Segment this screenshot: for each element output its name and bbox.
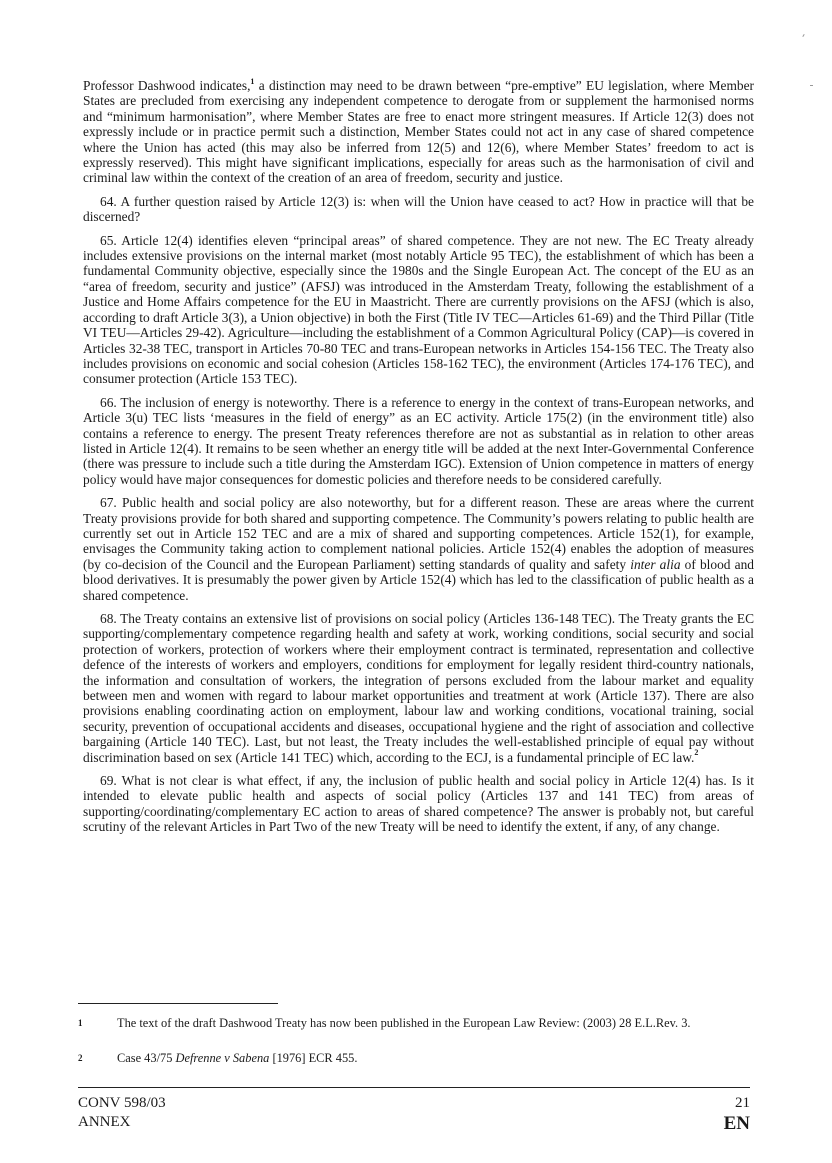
paragraph-66: 66. The inclusion of energy is noteworthy. There is a reference to energy in the context of trans-European networks, and Article 3(u) TEC lists ‘measures in the field of energy” as an EC activity. Article 175(2) (in the environment title) also contains a reference to energy. The present Treaty references therefore are not as substantial as in relation to other areas listed in Article 12(4). It remains to be seen whether an energy title will be added at the next Inter-Governmental Conference (there was pressure to include such a title during the Amsterdam IGC). Extension of Union competence in matters of energy policy would have major consequences for domestic policies and therefore needs to be considered carefully.	[83, 394, 754, 487]
paragraph-69: 69. What is not clear is what effect, if any, the inclusion of public health and social policy in Article 12(4) has. Is it intended to elevate public health and aspects of social policy (Articles 137 and 141 TEC) from areas of supporting/coordinating/complementary EC action to areas of shared competence? The answer is probably not, but careful scrutiny of the relevant Articles in Part Two of the new Treaty will be need to identify the extent, if any, of any change.	[83, 773, 754, 835]
footnote-mark: 1	[78, 1018, 83, 1028]
scan-speck	[802, 34, 804, 37]
scan-speck	[810, 85, 813, 86]
footer-left	[78, 1094, 166, 1132]
footnote-text-part: [1976] ECR 455.	[269, 1051, 358, 1065]
paragraph-67	[83, 495, 754, 603]
footer-right	[724, 1094, 750, 1135]
footnote-separator	[78, 1003, 278, 1004]
italic-term: inter alia	[630, 556, 681, 572]
footnote-mark: 2	[78, 1053, 83, 1063]
footnote-2	[78, 1051, 758, 1067]
case-name: Defrenne v Sabena	[175, 1051, 270, 1065]
paragraph-text: 67. Public health and social policy are also noteworthy, but for a different reason. These are areas where the current Treaty provisions provide for both shared and supporting competence. The Community’s powers relating to public health are currently set out in Article 152 TEC and are a mix of shared and supporting competences. Article 152(1), for example, envisages the Community taking action to complement national policies. Article 152(4) enables the adoption of measures (by co-decision of the Council and the European Parliament) setting standards of quality and safety	[83, 495, 754, 572]
paragraph-text: a distinction may need to be drawn between “pre-emptive” EU legislation, where Member States are precluded from exercising any independent competence to derogate from or supplement the harmonised norms and “minimum harmonisation”, where Member States are free to enact more stringent measures. If Article 12(3) does not expressly include or in practice permit such a distinction, Member States could not act in any case of shared competence where the Union has acted (this may also be inferred from 12(5) and 12(6), where Member States’ freedom to act is expressly reserved). This might have significant implications, especially for areas such as the harmonisation of civil and criminal law within the context of the creation of an area of freedom, security and justice.	[83, 78, 754, 186]
language-code: EN	[723, 1113, 750, 1134]
footnote-1	[78, 1016, 758, 1048]
paragraph-65: 65. Article 12(4) identifies eleven “principal areas” of shared competence. They are not new. The EC Treaty already includes extensive provisions on the internal market (most notably Article 95 TEC), the establishment of which has been a fundamental Community objective, especially since the 1980s and the Single European Act. The concept of the EU as an “area of freedom, security and justice” (AFSJ) was introduced in the Amsterdam Treaty, following the establishment of a Justice and Home Affairs competence for the EU in Maastricht. There are currently provisions on the AFSJ (which is also, according to draft Article 3(3), a Union objective) in both the First (Title IV TEC—Articles 61-69) and the Third Pillar (Title VI TEU—Articles 29-42). Agriculture—including the establishment of a Common Agricultural Policy (CAP)—is covered in Articles 32-38 TEC, transport in Articles 70-80 TEC and trans-European networks in Articles 154-156 TEC. The Treaty also includes provisions on economic and social cohesion (Articles 158-162 TEC), the environment (Articles 174-176 TEC), and consumer protection (Article 153 TEC).	[83, 232, 754, 387]
paragraph-text: of blood and blood derivatives. It is presumably the power given by Article 152(4) which has led to the classification of public health as a shared competence.	[83, 556, 754, 603]
footnote-reference-2[interactable]: 2	[694, 748, 699, 758]
paragraph-text: 68. The Treaty contains an extensive list of provisions on social policy (Articles 136-148 TEC). The Treaty grants the EC supporting/complementary competence regarding health and safety at work, working conditions, social security and social protection of workers, protection of workers where their employment contract is terminated, representation and collective defence of the interests of workers and employers, conditions for employment for legally resident third-country nationals, the information and consultation of workers, the integration of persons excluded from the labour market and equality between men and women with regard to labour market opportunities and treatment at work (Article 137). There are also provisions enabling coordinating action on employment, labour law and working conditions, vocational training, social security, prevention of occupational accidents and diseases, occupational hygiene and the right of association and collective bargaining (Article 140 TEC). Last, but not least, the Treaty includes the well-established principle of equal pay without discrimination based on sex (Article 141 TEC) which, according to the ECJ, is a fundamental principle of EC law.	[83, 611, 754, 765]
paragraph-text: Professor Dashwood indicates,	[83, 78, 251, 93]
body-text	[83, 78, 754, 843]
paragraph-64: 64. A further question raised by Article 12(3) is: when will the Union have ceased to act? How in practice will that be discerned?	[83, 193, 754, 225]
annex-label: ANNEX	[78, 1114, 131, 1130]
footer-separator	[78, 1087, 750, 1088]
paragraph-68	[83, 611, 754, 765]
footnote-text	[117, 1051, 717, 1066]
page-number: 21	[735, 1095, 750, 1111]
footnote-reference-1[interactable]: 1	[250, 76, 255, 86]
footnote-text-part: Case 43/75	[117, 1051, 176, 1065]
paragraph-63-continuation	[83, 78, 754, 186]
document-reference: CONV 598/03	[78, 1095, 166, 1111]
footnote-text: The text of the draft Dashwood Treaty has now been published in the European Law Review: (2003) 28 E.L.Rev. 3.	[117, 1016, 691, 1030]
